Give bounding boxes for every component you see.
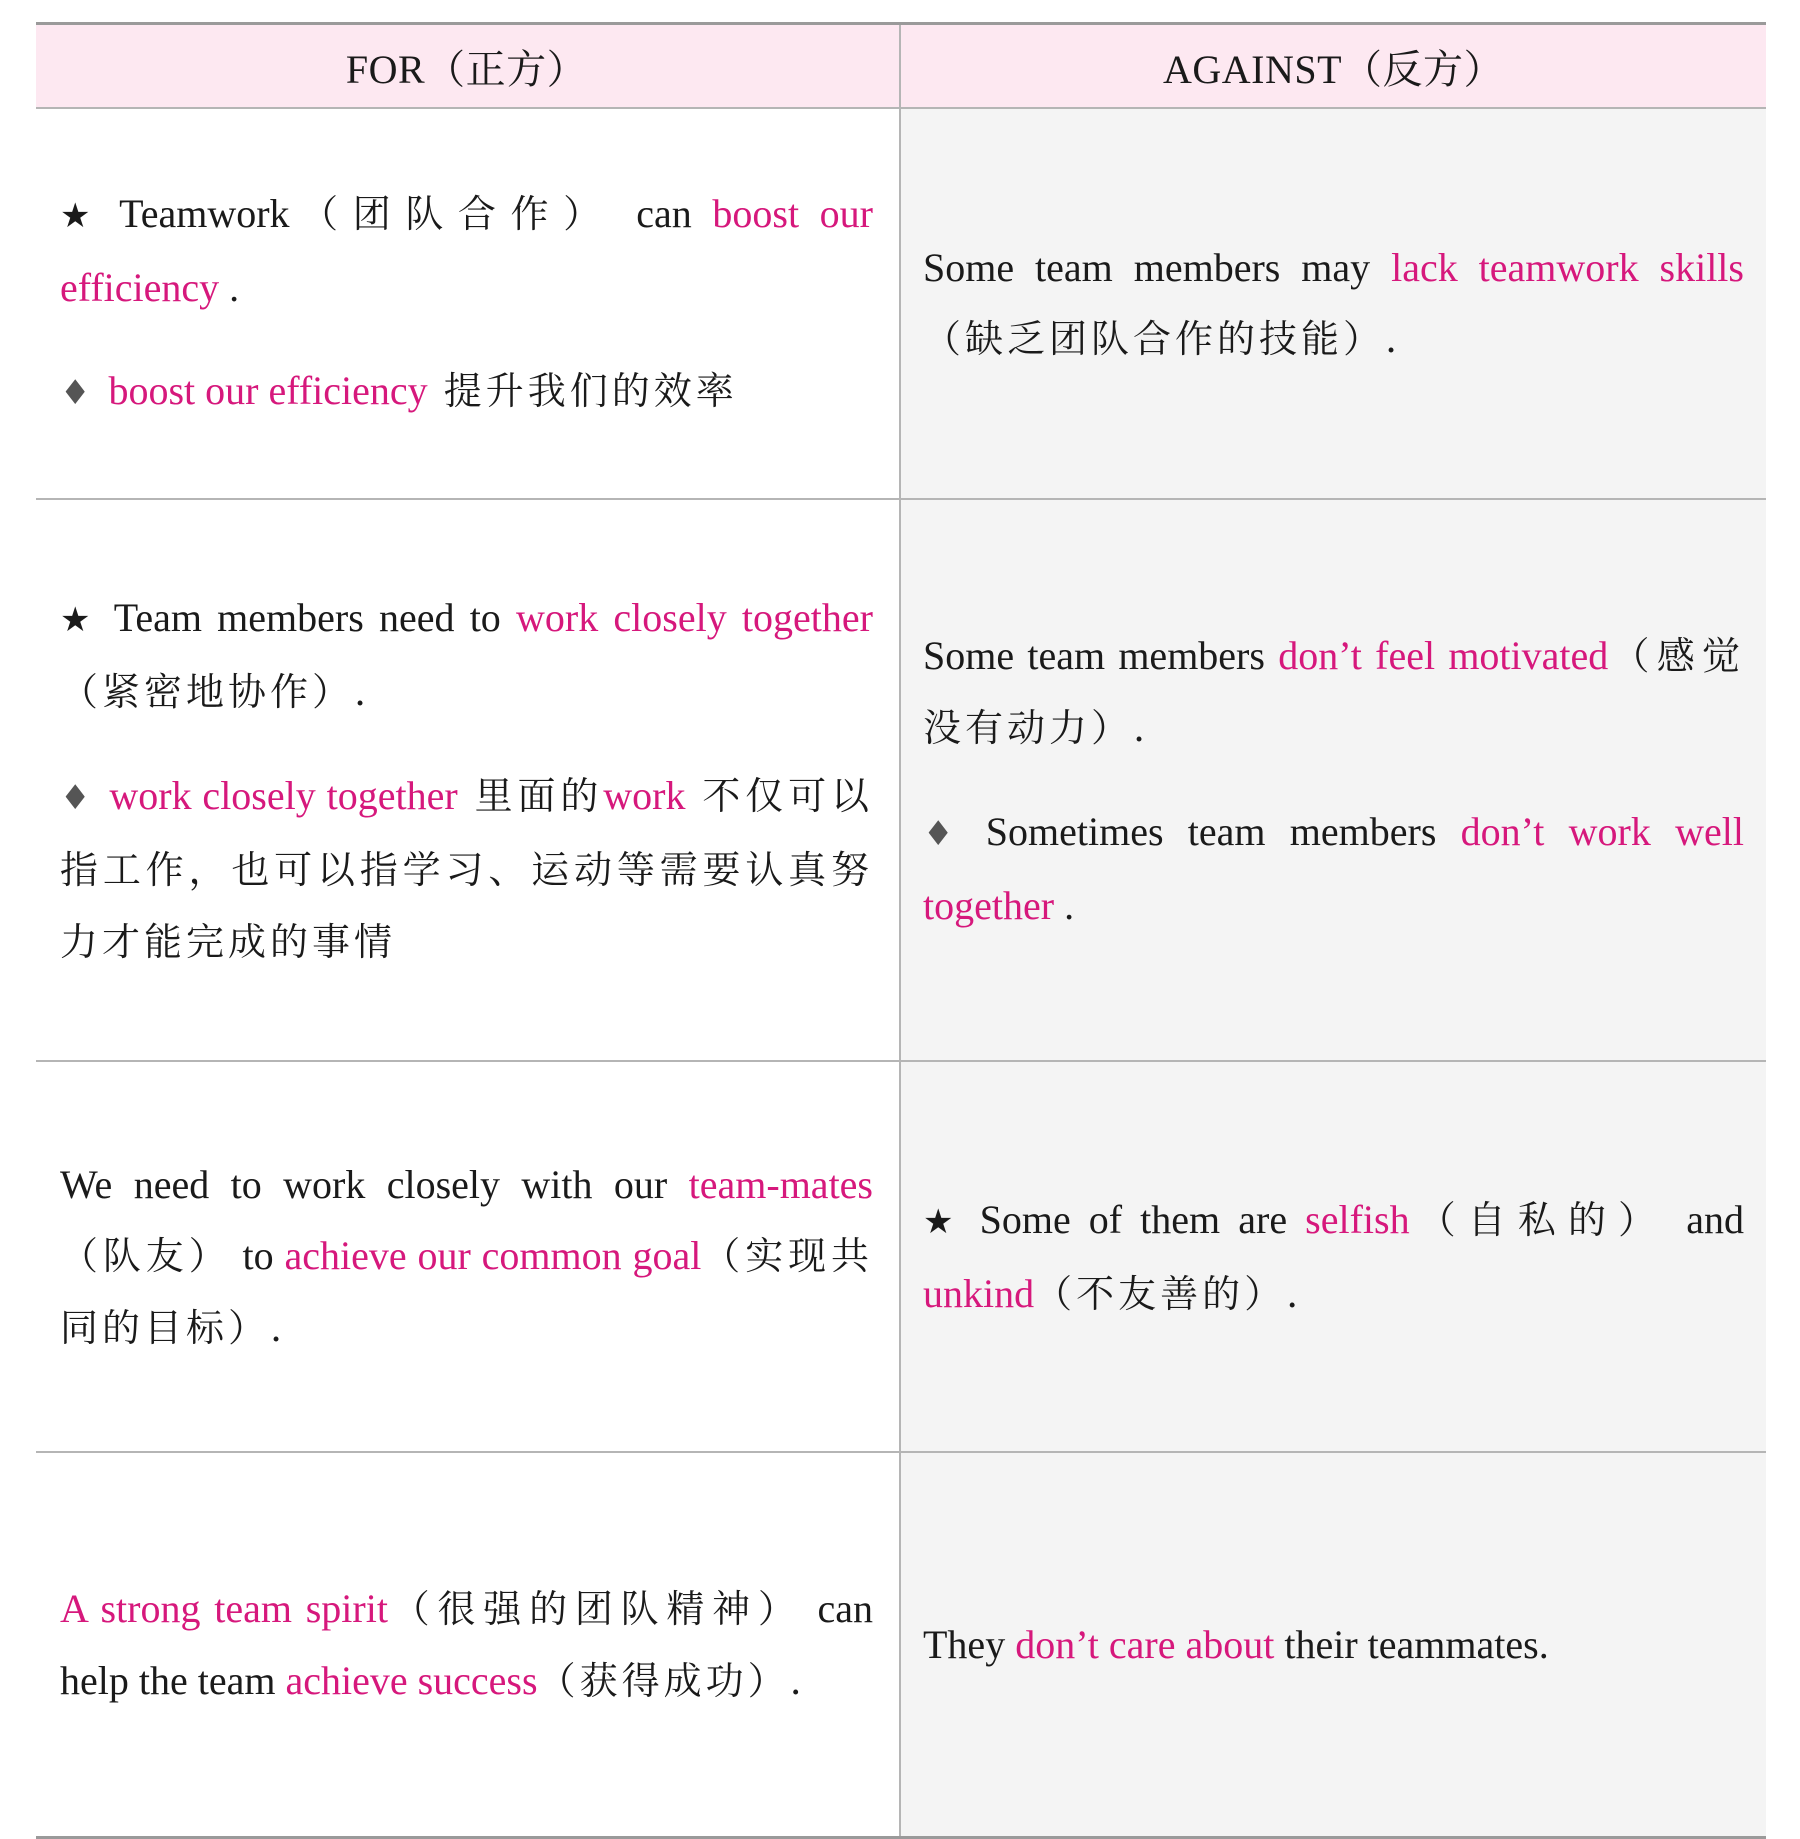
- table-row: [36, 1453, 1766, 1836]
- highlight-phrase: work closely together: [109, 773, 458, 818]
- text: （队友）: [60, 1234, 232, 1278]
- highlight-phrase: selfish: [1305, 1196, 1410, 1242]
- highlight-phrase: unkind: [923, 1270, 1035, 1316]
- for-point: [60, 582, 873, 728]
- highlight-phrase: boost our efficiency: [60, 191, 873, 310]
- text: Some of them are: [979, 1196, 1306, 1242]
- star-icon: ★: [923, 1201, 962, 1242]
- text: their teammates.: [1274, 1622, 1549, 1667]
- highlight-phrase: achieve our common goal: [284, 1233, 702, 1278]
- text: .: [219, 265, 240, 310]
- text: （团队合作）: [289, 192, 616, 236]
- for-cell: [36, 1062, 901, 1451]
- highlight-phrase: A strong team spirit: [60, 1585, 388, 1631]
- text: and: [1668, 1196, 1744, 1242]
- header-for-label: FOR（正方）: [345, 46, 588, 92]
- header-against-label: AGAINST（反方）: [1162, 46, 1505, 92]
- text: .: [1054, 882, 1075, 928]
- against-cell: [901, 500, 1766, 1060]
- highlight-phrase: work: [603, 773, 686, 818]
- text: They: [923, 1622, 1016, 1667]
- highlight-phrase: lack teamwork skills: [1391, 245, 1744, 290]
- against-point: [923, 232, 1744, 375]
- for-point: [60, 1149, 873, 1364]
- text: Some team members: [923, 632, 1279, 678]
- text: （实现共同的目标）.: [60, 1234, 873, 1350]
- header-against: [901, 25, 1766, 107]
- against-cell: [901, 1453, 1766, 1836]
- diamond-icon: ♦: [923, 813, 968, 854]
- highlight-phrase: boost our efficiency: [108, 368, 428, 413]
- text: （很强的团队精神）: [387, 1586, 804, 1631]
- text: Teamwork: [119, 191, 290, 236]
- for-cell: [36, 109, 901, 498]
- highlight-phrase: work closely together: [516, 595, 873, 640]
- text: （不友善的）.: [1034, 1271, 1303, 1316]
- highlight-phrase: don’t feel motivated: [1278, 632, 1609, 678]
- text: （缺乏团队合作的技能）.: [923, 317, 1402, 361]
- text: can: [615, 191, 713, 236]
- for-point: [60, 1573, 873, 1717]
- text: We need to work closely with our: [60, 1162, 689, 1207]
- table-row: [36, 500, 1766, 1062]
- for-point: [60, 178, 873, 323]
- text: （自私的）: [1409, 1197, 1669, 1242]
- highlight-phrase: achieve success: [285, 1657, 538, 1703]
- table-row: [36, 109, 1766, 500]
- for-cell: [36, 500, 901, 1060]
- header-for: [36, 25, 901, 107]
- debate-table: [36, 22, 1766, 1839]
- against-point: [923, 620, 1744, 764]
- for-cell: [36, 1453, 901, 1836]
- star-icon: ★: [60, 196, 102, 236]
- highlight-phrase: don’t care about: [1015, 1622, 1275, 1667]
- diamond-icon: ♦: [60, 778, 92, 818]
- text: Some team members may: [923, 245, 1392, 290]
- text: （获得成功）.: [537, 1658, 806, 1703]
- against-point: [923, 1184, 1744, 1330]
- highlight-phrase: don’t work well together: [923, 808, 1744, 928]
- text: Team members need to: [113, 595, 517, 640]
- text: （紧密地协作）.: [60, 670, 371, 714]
- text: to: [231, 1233, 285, 1278]
- text: （感觉没有动力）.: [923, 633, 1744, 750]
- table-row: [36, 1062, 1766, 1453]
- text: can help the team: [60, 1585, 873, 1703]
- diamond-icon: ♦: [60, 373, 91, 413]
- against-note: [923, 796, 1744, 941]
- for-note: [60, 760, 873, 978]
- against-cell: [901, 109, 1766, 498]
- highlight-phrase: team-mates: [688, 1162, 873, 1207]
- text: 不仅可以指工作，也可以指学习、运动等需要认真努力才能完成的事情: [60, 774, 874, 964]
- table-header: [36, 25, 1766, 109]
- text: 里面的: [457, 774, 604, 818]
- against-point: [923, 1609, 1744, 1680]
- star-icon: ★: [60, 600, 96, 640]
- against-cell: [901, 1062, 1766, 1451]
- text: 提升我们的效率: [427, 369, 738, 413]
- text: Sometimes team members: [985, 808, 1461, 854]
- for-note: [60, 355, 873, 429]
